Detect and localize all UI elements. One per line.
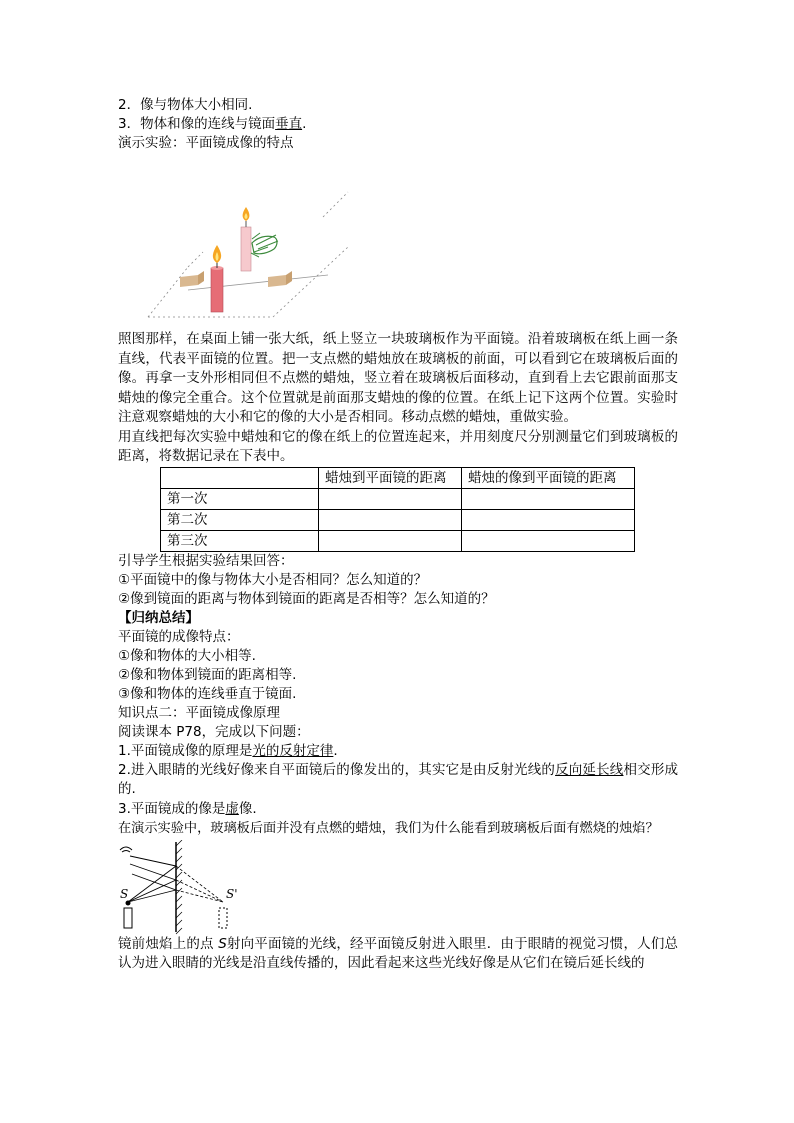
demo-question: 在演示实验中，玻璃板后面并没有点燃的蜡烛，我们为什么能看到玻璃板后面有燃烧的烛焰？ [118,820,659,836]
answer-1: 1.平面镜成像的原理是光的反射定律. [118,742,338,759]
table-cell [319,488,462,509]
summary-point-3: ③像和物体的连线垂直于镜面. [118,685,297,702]
table-header-cell: 蜡烛到平面镜的距离 [319,467,462,488]
conclusion-3: 3．物体和像的连线与镜面垂直. [118,116,307,132]
answer-virtual: 虚 [225,800,239,817]
table-cell [319,530,462,551]
answer-reflection-law: 光的反射定律 [252,742,334,759]
table-cell [319,509,462,530]
table-row [161,530,635,551]
point-s: S [218,935,227,952]
table-row [161,488,635,509]
experiment-description: 照图那样，在桌面上铺一张大纸，纸上竖立一块玻璃板作为平面镜。沿着玻璃板在纸上画一条直线，代表平面镜的位置。把一支点燃的蜡烛放在玻璃板的前面，可以看到它在玻璃板后面的像。再拿一支外形相同但不点燃的蜡烛，竖立着在玻璃板后面移动，直到看上去它跟前面那支蜡烛的像完全重合。这个位置就是前面那支蜡烛的像的位置。在纸上记下这两个位置。实验时注意观察蜡烛的大小和它的像的大小是否相同。移动点燃的蜡烛，重做实验。 [118,331,678,425]
data-table [160,467,635,552]
question-2: ②像到镜面的距离与物体到镜面的距离是否相等？怎么知道的？ [118,590,495,607]
table-row-label: 第一次 [161,488,319,509]
answer-3: 3.平面镜成的像是虚像. [118,800,257,817]
demo-heading: 演示实验：平面镜成像的特点 [118,135,294,151]
table-cell [462,530,635,551]
final-explanation: 镜前烛焰上的点 S射向平面镜的光线，经平面镜反射进入眼里．由于眼睛的视觉习惯，人们总认为进入眼睛的光线是沿直线传播的，因此看起来这些光线好像是从它们在镜后延长线的 [118,935,678,971]
table-row [161,509,635,530]
table-cell [462,509,635,530]
summary-title: 【归纳总结】 [118,609,199,626]
answer-2: 2.进入眼睛的光线好像来自平面镜后的像发出的，其实它是由反射光线的反向延长线相交形成的. [118,761,679,797]
document-page [118,96,680,974]
summary-point-2: ②像和物体到镜面的距离相等. [118,666,297,683]
table-header-row [161,467,635,488]
measurement-instruction: 用直线把每次实验中蜡烛和它的像在纸上的位置连起来，并用刻度尺分别测量它们到玻璃板的距离，将数据记录在下表中。 [118,428,678,464]
summary-point-1: ①像和物体的大小相等. [118,647,256,664]
label-s: S [120,886,129,901]
question-1: ①平面镜中的像与物体大小是否相同？怎么知道的？ [118,571,428,588]
answer-vertical: 垂直 [275,116,303,132]
table-header-cell [161,467,319,488]
knowledge-point-2-title: 知识点二：平面镜成像原理 [118,704,280,721]
candle-mirror-illustration [128,157,358,322]
summary-heading: 平面镜的成像特点： [118,628,240,645]
table-row-label: 第三次 [161,530,319,551]
table-cell [462,488,635,509]
mirror-ray-diagram [118,840,238,935]
questions-intro: 引导学生根据实验结果回答： [118,552,294,569]
answer-reverse-extension: 反向延长线 [555,761,624,778]
reading-instruction: 阅读课本 P78，完成以下问题： [118,723,310,740]
table-header-cell: 蜡烛的像到平面镜的距离 [462,467,635,488]
conclusion-2: 2．像与物体大小相同. [118,97,253,113]
table-row-label: 第二次 [161,509,319,530]
label-s-prime: S' [226,886,238,901]
